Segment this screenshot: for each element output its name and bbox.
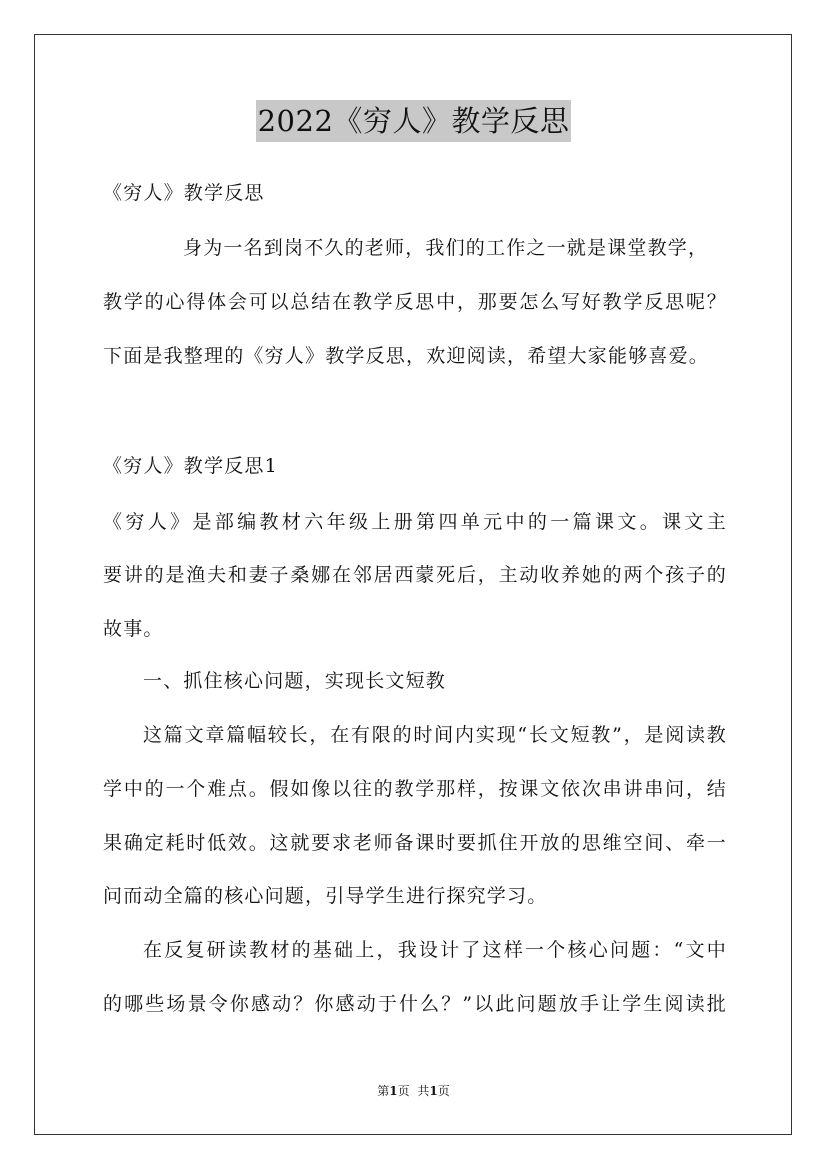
section-heading: 《穷人》教学反思1	[103, 455, 278, 477]
point-heading: 一、抓住核心问题，实现长文短教	[143, 670, 447, 692]
title-container	[0, 100, 827, 142]
page-prefix: 第	[377, 1084, 390, 1098]
total-unit: 页	[437, 1084, 450, 1098]
total-prefix: 共	[417, 1084, 430, 1098]
paragraph-line: 《穷人》是部编教材六年级上册第四单元中的一篇课文。课文主	[103, 511, 727, 533]
page-current: 1	[389, 1084, 398, 1098]
document-title: 2022《穷人》教学反思	[256, 100, 572, 142]
document-subtitle: 《穷人》教学反思	[103, 182, 265, 204]
page-unit: 页	[397, 1084, 410, 1098]
paragraph-line: 故事。	[103, 618, 164, 640]
page-total: 1	[429, 1084, 438, 1098]
intro-line: 身为一名到岗不久的老师，我们的工作之一就是课堂教学，	[183, 237, 709, 259]
page-footer	[0, 1083, 827, 1099]
paragraph-line: 的哪些场景令你感动？你感动于什么？”以此问题放手让学生阅读批	[103, 993, 727, 1015]
paragraph-line: 在反复研读教材的基础上，我设计了这样一个核心问题：“文中	[143, 939, 727, 961]
paragraph-line: 问而动全篇的核心问题，引导学生进行探究学习。	[103, 885, 548, 907]
paragraph-line: 这篇文章篇幅较长，在有限的时间内实现“长文短教”，是阅读教	[143, 724, 727, 746]
intro-line: 教学的心得体会可以总结在教学反思中，那要怎么写好教学反思呢？	[103, 291, 727, 313]
paragraph-line: 学中的一个难点。假如像以往的教学那样，按课文依次串讲串问，结	[103, 778, 727, 800]
paragraph-line: 果确定耗时低效。这就要求老师备课时要抓住开放的思维空间、牵一	[103, 832, 727, 854]
intro-line: 下面是我整理的《穷人》教学反思，欢迎阅读，希望大家能够喜爱。	[103, 345, 710, 367]
paragraph-line: 要讲的是渔夫和妻子桑娜在邻居西蒙死后，主动收养她的两个孩子的	[103, 564, 727, 586]
